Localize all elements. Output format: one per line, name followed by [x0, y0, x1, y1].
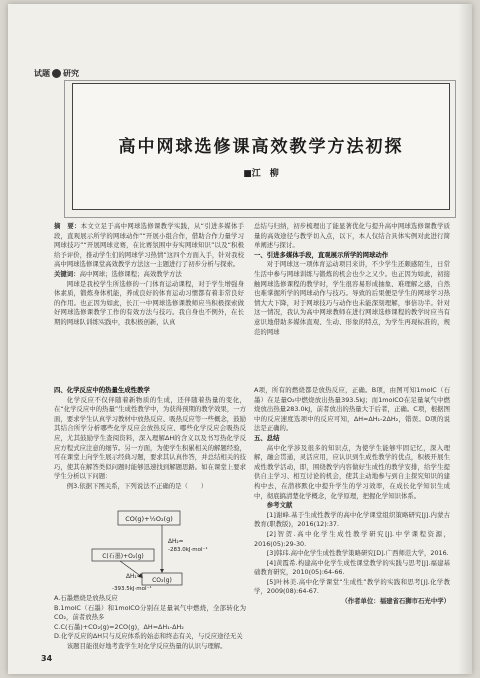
reference-item: [1]谢峰.基于生成性教学的高中化学课堂组织策略研究[J].内蒙古教育(职教版)，2016(12):37. — [254, 510, 450, 529]
reference-item: [4]黄霞希.构建高中化学生成性课堂教学的实践与思考[J].福建基础教育研究，2010(05):64-66. — [254, 558, 450, 577]
right-bottom-p2: 高中化学涉及很多的知识点，为使学生能够牢固记忆，深入理解，融会贯通，灵活应用，应认识到生成性教学的优点，积极开展生成性教学活动，即，围绕教学内容做好生成性的教学安排，给学生提供自主学习、相互讨论的机会，使其主动地参与到自主探究知识的建构中去，在潜移默化中提升学生的学习效率，在成长化学知识生成中，彻底搞清楚化学概念，化学原理，把握化学知识体系。 — [254, 443, 450, 500]
intro-paragraph: 网球是我校学生所选修的一门体育运动课程，对于学生增强身体素质，锻炼身体机能，养成良好的体育运动习惯都有着非常良好的作用。也正因为如此，长江一中网球选修课教师应当积极探索做好网球选修课教学工作的有效方法与技巧。我自身也不例外，在长期的网球队训练实践中，我积极创新，认真 — [54, 279, 244, 326]
page-number: 34 — [41, 654, 53, 663]
right-bottom-p1: A项，所有的燃烧都是放热反应，正确。B项，由图可知1molC（石墨）在足量O₂中燃烧放出热量393.5kJ；而1molCO在足量氧气中燃烧放出热量283.0kJ，前者放出的热量大于后者，正确。C项，根据图中的反应速度选项中的反应可知，ΔH=ΔH₁-2ΔH₂，错误。D项的说法是正确的。 — [254, 386, 450, 433]
option-a: A.石墨燃烧是放热反应 — [54, 594, 118, 602]
option-b: B.1molC（石墨）和1molCO分别在足量氧气中燃烧，全部转化为CO₂，前者放热多 — [54, 603, 246, 622]
diagram-arrowhead-dh2 — [160, 569, 164, 573]
diagram-dh2-value: -283.0kJ·mol⁻¹ — [168, 547, 208, 553]
keywords — [54, 270, 244, 280]
options-column — [54, 594, 246, 652]
diagram-right-label: CO₂(g) — [152, 577, 172, 584]
left-bottom-last: 该题目能很好地考查学生对化学反应热量的认识与理解。 — [66, 641, 227, 650]
author-affiliation: （作者单位：福建省石狮市石光中学） — [341, 597, 450, 606]
abstract — [54, 222, 244, 270]
section-heading-4: 四、化学反应中的热量生成性教学 — [54, 386, 150, 394]
left-bottom-column — [54, 386, 246, 492]
header-section2: 研究 — [63, 69, 79, 78]
abstract-column — [54, 222, 244, 328]
option-d: D.化学反应的ΔH只与反应体系的始态和终态有关，与反应途径无关 — [54, 632, 243, 641]
article-title: 高中网球选修课高效教学方法初探 — [118, 137, 404, 157]
section-heading-5: 五、总结 — [254, 433, 280, 442]
right-top-p2: 对于网球这一项体育运动项目来讲，不少学生还颇感陌生，日常生活中参与网球训练与锻炼的机会也少之又少。也正因为如此，初接触网球选修课程的教学时，学生很容易形成抽象、难理解之感，自然也难掌握所学的网球动作与技巧。导致的后果便是学生的网球学习热情大大下降，对于网球技巧与动作也未能深刻理解，事倍功半。针对这一情况，我认为高中网球教师在进行网球选修课程的教学时应当有意识地借助多媒体直观、生动、形象的特点，为学生再现标准的，规范的网球 — [254, 260, 450, 336]
reference-item: [5]叶林美.高中化学课堂“生成性”教学的实践和思考[J].化学教学，2009(08):64-67. — [254, 577, 450, 596]
references-title: 参考文献 — [266, 501, 293, 510]
article-author: ■江 柳 — [243, 169, 279, 179]
page — [8, 4, 472, 674]
right-bottom-column — [254, 386, 450, 607]
diagram-left-label: C(石墨)+O₂(g) — [102, 553, 144, 560]
right-top-column — [254, 222, 450, 337]
option-c: C.C(石墨)+CO₂(g)=2CO(g)，ΔH=ΔH₁-ΔH₂ — [54, 622, 184, 631]
diagram-dh1-label: ΔH₁= — [126, 574, 142, 580]
keywords-text: 高中网球；选修课程；高效教学方法 — [79, 269, 182, 278]
journal-logo-icon — [52, 69, 61, 78]
diagram-dh1-value: -393.5kJ·mol⁻¹ — [112, 586, 152, 592]
enthalpy-diagram — [90, 509, 240, 594]
keywords-label: 关键词： — [54, 269, 80, 278]
left-bottom-p1: 化学反应不仅伴随着新物质的生成，还伴随着热量的变化，在“化学反应中的热量”生成性教学中，为获得预期的教学效果，一方面，要求学生认真学习教材中放热反应、吸热反应等一些概念，鼓励其结合所学分析哪些化学反应会放热反应、哪些化学反应会吸热反应，尤其鼓励学生查阅资料，深入理解ΔH的含义以及书写热化学反应方程式应注意的细节。另一方面，为使学生积累相关的解题经验，可在课堂上向学生展示经典习题，要求其认真作答，并总结相关的技巧，使其在解答类似问题时能够迅速找到解题思路。如在课堂上要求学生分析以下问题： — [54, 395, 246, 481]
page-header — [34, 68, 79, 79]
example-question: 例3.依据下图关系，下列说法不正确的是（ ） — [66, 481, 208, 490]
diagram-dh2-label: ΔH₂= — [168, 539, 184, 545]
diagram-top-label: CO(g)+½O₂(g) — [125, 515, 173, 523]
title-box — [72, 83, 450, 210]
abstract-label: 摘 要： — [54, 222, 81, 230]
header-section: 试题 — [34, 69, 50, 78]
abstract-text: 本文立足于高中网球选修课教学实践，从“引进多媒体手段，直观展示所学的网球动作”“开展小组合作，借助合作力量学习网球技巧”“开展网球竞赛，在比赛氛围中夯实网球知识”以及“积极给予评价，推动学生们的网球学习热情”这四个方面入手，针对我校高中网球选修课堂高效教学方法这一主题进行了初步分析与探索。 — [54, 222, 244, 269]
page-fold-shadow — [458, 4, 472, 674]
reference-item: [2]智贺.高中化学生成性教学研究[J].中学课程资源，2016(05):29-30. — [254, 529, 450, 548]
right-top-p1: 总结与归纳，初步梳理出了能显著优化与提升高中网球选修课教学质量的高效途径与教学切入点，以下，本人仅结合具体实例对此进行简单阐述与探讨。 — [254, 222, 450, 250]
reference-item: [3]韩玮.高中化学生成性教学策略研究[D].广西师范大学，2016. — [266, 549, 449, 558]
section-heading-1: 一、引进多媒体手段，直观展示所学的网球动作 — [254, 250, 389, 259]
